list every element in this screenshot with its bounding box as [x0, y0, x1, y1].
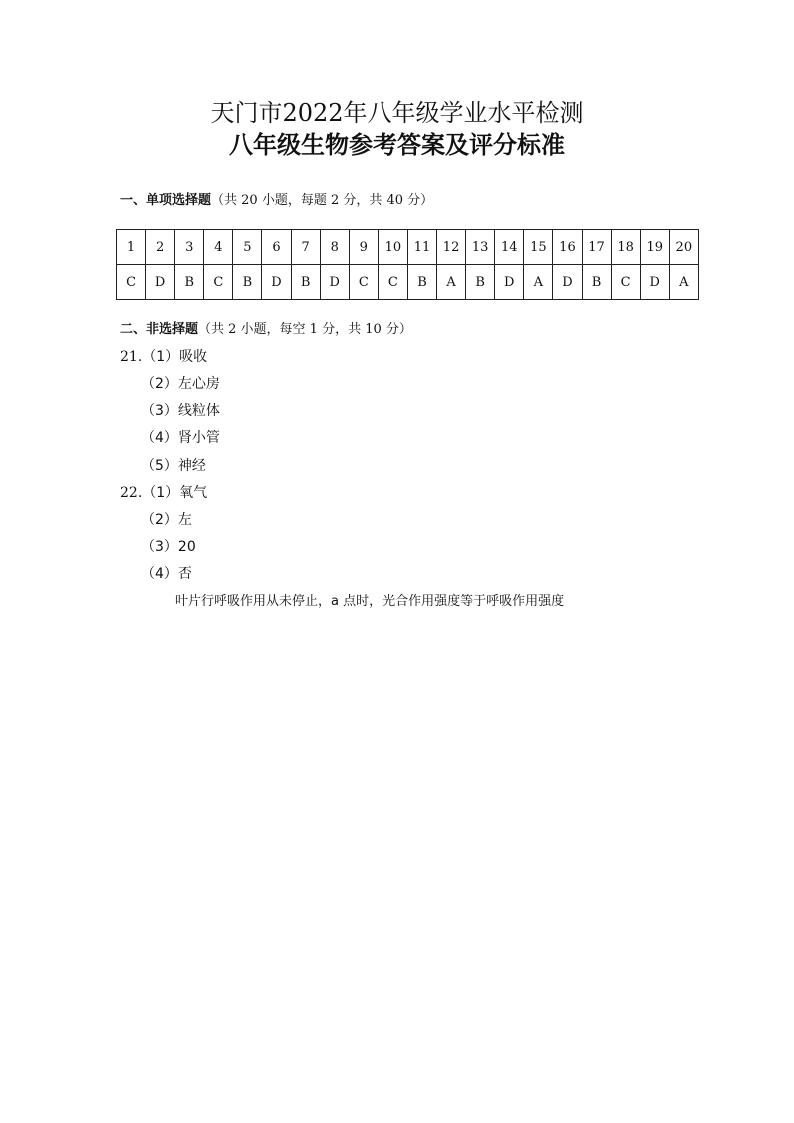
answer-cell: C: [611, 265, 640, 300]
answer-cell: B: [466, 265, 495, 300]
answer-cell: D: [262, 265, 291, 300]
answer-cell: D: [553, 265, 582, 300]
answer-cell: D: [640, 265, 669, 300]
section-1-note: （共 20 小题，每题 2 分，共 40 分）: [211, 193, 434, 208]
question-number: 19: [640, 230, 669, 265]
question-number: 8: [320, 230, 349, 265]
section-1-lead: 一、单项选择题: [120, 193, 212, 208]
q21-item: （3）线粒体: [141, 403, 220, 419]
question-number: 5: [233, 230, 262, 265]
question-number: 6: [262, 230, 291, 265]
answer-cell: B: [407, 265, 436, 300]
answer-cell: D: [146, 265, 175, 300]
q21-item: （1）吸收: [142, 349, 208, 365]
question-number: 1: [117, 230, 146, 265]
document-subtitle: 八年级生物参考答案及评分标准: [229, 130, 565, 159]
q21-item: （5）神经: [141, 458, 206, 474]
answer-cell: C: [204, 265, 233, 300]
section-1-heading: [120, 192, 433, 210]
answer-cell: C: [378, 265, 407, 300]
answer-cell: D: [320, 265, 349, 300]
answer-row: [117, 265, 699, 300]
question-number: 17: [582, 230, 611, 265]
question-number: 10: [378, 230, 407, 265]
answer-cell: B: [291, 265, 320, 300]
answer-cell: B: [582, 265, 611, 300]
question-number: 3: [175, 230, 204, 265]
question-number: 14: [495, 230, 524, 265]
q22-item: （3）20: [141, 539, 196, 555]
question-number: 11: [407, 230, 436, 265]
section-2-note: （共 2 小题，每空 1 分，共 10 分）: [198, 322, 412, 337]
question-number-row: [117, 230, 699, 265]
question-number: 13: [466, 230, 495, 265]
question-number: 2: [146, 230, 175, 265]
q22-item: （1）氧气: [142, 485, 208, 501]
q22-item: （2）左: [141, 512, 192, 528]
q21-item: （4）肾小管: [141, 430, 220, 446]
question-number: 16: [553, 230, 582, 265]
answer-cell: A: [669, 265, 698, 300]
q21-item: （2）左心房: [141, 376, 220, 392]
q22-label: 22.: [120, 485, 143, 501]
answer-cell: A: [437, 265, 466, 300]
question-number: 12: [437, 230, 466, 265]
answer-cell: B: [175, 265, 204, 300]
answer-cell: B: [233, 265, 262, 300]
question-number: 15: [524, 230, 553, 265]
answer-cell: C: [117, 265, 146, 300]
q22-line-1: [120, 484, 207, 502]
answer-cell: D: [495, 265, 524, 300]
q21-label: 21.: [120, 349, 143, 365]
question-number: 18: [611, 230, 640, 265]
question-number: 20: [669, 230, 698, 265]
document-title: 天门市2022年八年级学业水平检测: [210, 99, 584, 127]
q21-line-1: [120, 348, 207, 366]
section-2-lead: 二、非选择题: [120, 322, 199, 337]
q22-explanation: 叶片行呼吸作用从未停止，a 点时，光合作用强度等于呼吸作用强度: [175, 594, 565, 609]
answer-table: [116, 229, 699, 300]
q22-item: （4）否: [141, 566, 192, 582]
question-number: 7: [291, 230, 320, 265]
question-number: 4: [204, 230, 233, 265]
section-2-heading: [120, 321, 412, 339]
answer-cell: A: [524, 265, 553, 300]
question-number: 9: [349, 230, 378, 265]
answer-cell: C: [349, 265, 378, 300]
